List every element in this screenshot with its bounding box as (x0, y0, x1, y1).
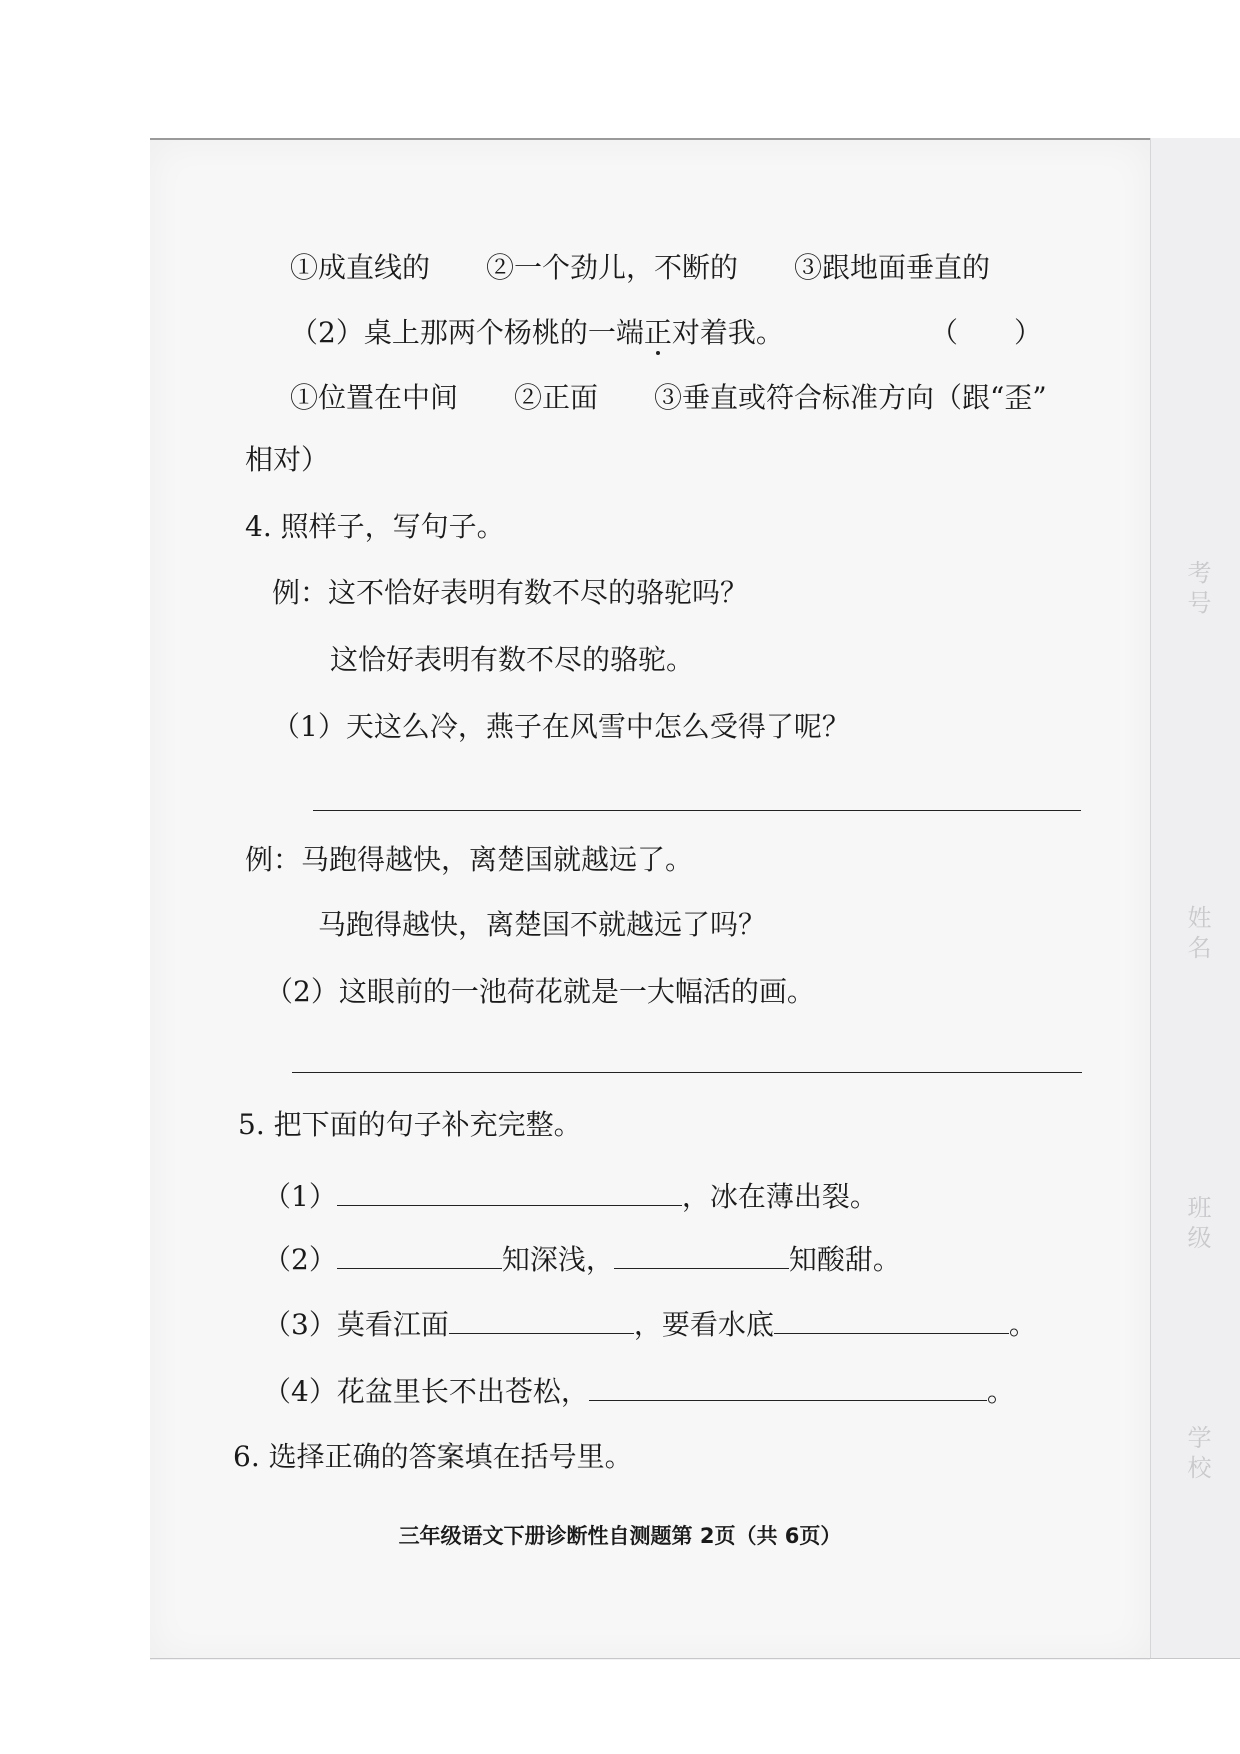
q3-item2 (290, 313, 784, 353)
strip-mark-3: 班级 (1183, 1195, 1211, 1255)
q5-item3-text-1: 莫看江面 (336, 1308, 449, 1341)
q6-title: 6. 选择正确的答案填在括号里。 (233, 1440, 633, 1473)
q5-item2 (263, 1238, 901, 1280)
q5-item4 (263, 1370, 1015, 1412)
q4-item1: （1）天这么冷，燕子在风雪中怎么受得了呢？ (272, 710, 850, 743)
q5-item4-end: 。 (986, 1375, 1015, 1408)
q3-options-a: ①成直线的 ②一个劲儿，不断的 ③跟地面垂直的 (290, 251, 991, 284)
q4-item2-answer-line[interactable] (292, 1070, 1082, 1073)
q3-item2-prefix: （2）桌上那两个杨桃的一端 (290, 316, 644, 349)
q5-item2-blank-1[interactable] (337, 1238, 502, 1269)
sheet-bottom-edge (150, 1658, 1240, 1659)
q4-title: 4. 照样子，写句子。 (245, 510, 505, 543)
q5-item3 (263, 1303, 1037, 1345)
exam-sheet (150, 138, 1150, 1660)
q4-example2-question: 例：马跑得越快，离楚国就越远了。 (245, 843, 694, 876)
q5-item2-text-1: 知深浅， (501, 1243, 614, 1276)
q5-item2-num: （2） (263, 1243, 337, 1276)
q5-item3-blank-1[interactable] (449, 1303, 634, 1334)
strip-mark-2: 姓名 (1183, 905, 1211, 965)
q3-item2-suffix: 对着我。 (671, 316, 784, 349)
q4-item2: （2）这眼前的一池荷花就是一大幅活的画。 (265, 975, 815, 1008)
q5-item4-text: 花盆里长不出苍松， (336, 1375, 589, 1408)
q5-item3-text-2: ，要看水底 (633, 1308, 774, 1341)
q3-options-b: ①位置在中间 ②正面 ③垂直或符合标准方向（跟“歪” (290, 381, 1047, 414)
q5-title: 5. 把下面的句子补充完整。 (238, 1108, 582, 1141)
q3-item2-answer-paren[interactable]: （ ） (930, 316, 1043, 349)
q5-item3-num: （3） (263, 1308, 337, 1341)
q5-item1-num: （1） (263, 1180, 337, 1213)
q5-item3-blank-2[interactable] (774, 1303, 1009, 1334)
q4-example2-answer: 马跑得越快，离楚国不就越远了吗？ (318, 908, 767, 941)
q5-item2-blank-2[interactable] (614, 1238, 789, 1269)
q4-example1-answer: 这恰好表明有数不尽的骆驼。 (330, 643, 695, 676)
q3-item2-dotted-char: 正 (643, 316, 672, 349)
q5-item1-blank[interactable] (337, 1175, 682, 1206)
q5-item2-text-2: 知酸甜。 (788, 1243, 901, 1276)
q5-item1-text: ，冰在薄出裂。 (681, 1180, 878, 1213)
q5-item4-num: （4） (263, 1375, 337, 1408)
q5-item4-blank[interactable] (589, 1370, 987, 1401)
q3-options-b-cont: 相对） (245, 443, 330, 476)
page-footer: 三年级语文下册诊断性自测题第 2页（共 6页） (398, 1524, 842, 1548)
strip-mark-4: 学校 (1183, 1425, 1211, 1485)
q5-item3-end: 。 (1008, 1308, 1037, 1341)
strip-mark-1: 考号 (1183, 560, 1211, 620)
q4-item1-answer-line[interactable] (313, 808, 1081, 811)
q5-item1 (263, 1175, 878, 1217)
q4-example1-question: 例：这不恰好表明有数不尽的骆驼吗？ (272, 576, 749, 609)
